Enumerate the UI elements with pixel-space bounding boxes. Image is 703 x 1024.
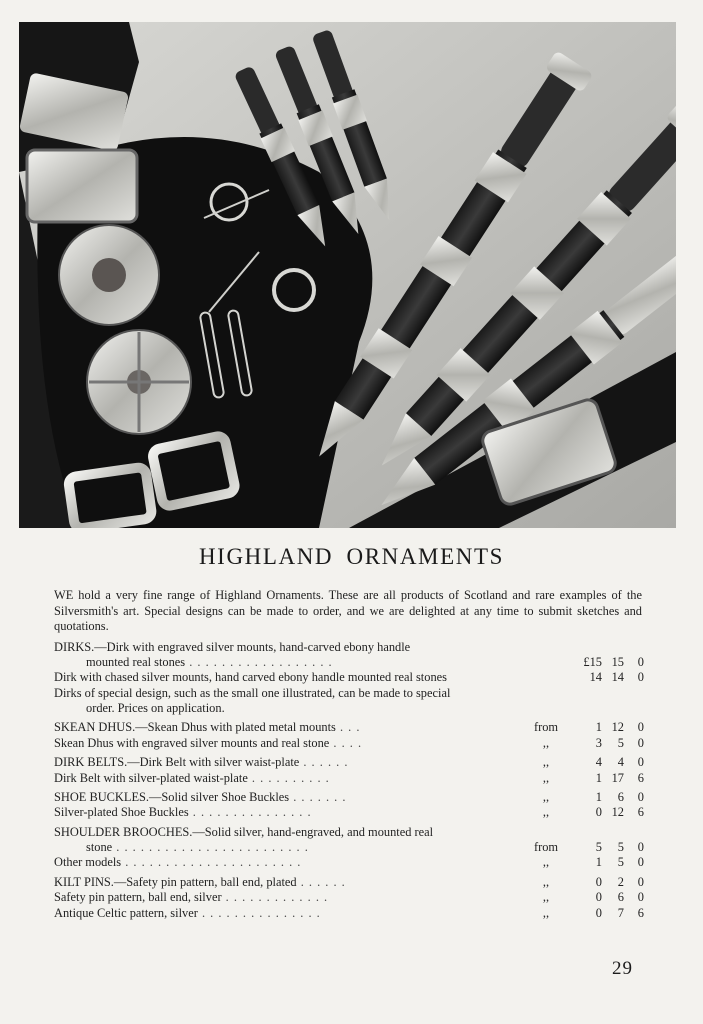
price-row (54, 875, 644, 890)
price-shillings: 12 (611, 805, 624, 820)
item-description (54, 720, 559, 735)
leader-dots: . . . . . . . . . . . . . . . . . . . . . . . . (112, 840, 309, 855)
price-qualifier: ,, (542, 755, 550, 770)
item-description (54, 906, 559, 921)
price-pounds: 0 (595, 805, 602, 820)
price-pence: 0 (637, 670, 644, 685)
price-row (54, 755, 644, 770)
price-shillings: 17 (611, 770, 624, 785)
item-price (562, 736, 644, 751)
price-pence: 0 (637, 855, 644, 870)
item-description (54, 790, 559, 805)
price-row (54, 805, 644, 820)
item-text: KILT PINS.—Safety pin pattern, ball end, plated (54, 875, 297, 890)
item-price (562, 906, 644, 921)
item-description (86, 655, 561, 670)
price-qualifier: ,, (542, 770, 550, 785)
item-price (562, 655, 644, 670)
price-pence: 0 (637, 840, 644, 855)
price-pounds: 14 (589, 670, 602, 685)
price-pence: 0 (637, 735, 644, 750)
item-description (54, 805, 559, 820)
price-pounds: £15 (583, 655, 602, 670)
item-price (562, 771, 644, 786)
price-pounds: 0 (595, 890, 602, 905)
item-price (562, 670, 644, 685)
item-price (562, 720, 644, 735)
price-pounds: 4 (595, 755, 602, 770)
price-pence: 0 (637, 875, 644, 890)
price-qualifier: ,, (542, 735, 550, 750)
price-qualifier: ,, (542, 805, 550, 820)
item-description (54, 855, 559, 870)
leader-dots: . . . . . . . . . . (247, 770, 330, 785)
price-pounds: 0 (595, 905, 602, 920)
price-pounds: 1 (595, 720, 602, 735)
item-description (54, 825, 559, 840)
price-pence: 0 (637, 755, 644, 770)
price-shillings: 5 (617, 855, 624, 870)
price-pence: 6 (637, 805, 644, 820)
price-qualifier: from (533, 720, 559, 735)
price-row (54, 686, 644, 701)
price-qualifier: from (533, 840, 559, 855)
item-text: DIRKS.—Dirk with engraved silver mounts, hand-carved ebony handle (54, 640, 411, 654)
price-shillings: 7 (617, 905, 624, 920)
item-price (562, 840, 644, 855)
leader-dots: . . . . . . . . . . . . . . . . . . (185, 655, 333, 670)
item-text: Other models (54, 855, 122, 870)
price-shillings: 15 (611, 655, 624, 670)
leader-dots: . . . . (329, 735, 363, 750)
item-description (86, 701, 561, 716)
price-pence: 6 (637, 905, 644, 920)
price-pence: 0 (637, 890, 644, 905)
price-shillings: 14 (611, 670, 624, 685)
price-qualifier: ,, (542, 890, 550, 905)
price-row (54, 640, 644, 655)
intro-paragraph: WE hold a very fine range of Highland Ornaments. These are all products of Scotland and rare examples of the Silversmith's art. Special designs can be made to order, and we are delighted at any time to submit sketches and quotations. (54, 588, 642, 634)
item-text: Dirk Belt with silver-plated waist-plate (54, 770, 248, 785)
item-price (562, 855, 644, 870)
price-row (54, 701, 644, 716)
price-shillings: 6 (617, 790, 624, 805)
price-row (54, 855, 644, 870)
item-description (54, 670, 559, 685)
leader-dots: . . . . . . . . . . . . . . . (188, 805, 312, 820)
price-pounds: 1 (595, 790, 602, 805)
price-pence: 0 (637, 720, 644, 735)
price-shillings: 6 (617, 890, 624, 905)
item-description (54, 875, 559, 890)
price-pounds: 5 (595, 840, 602, 855)
leader-dots: . . . . . . . . . . . . . . . . . . . . . . (121, 855, 302, 870)
price-shillings: 12 (611, 720, 624, 735)
price-pounds: 0 (595, 875, 602, 890)
leader-dots: . . . . . . (299, 755, 349, 770)
leader-dots: . . . . . . . (289, 790, 347, 805)
item-text: SKEAN DHUS.—Skean Dhus with plated metal mounts (54, 720, 336, 735)
price-row (54, 736, 644, 751)
price-pounds: 1 (595, 855, 602, 870)
item-text: Skean Dhus with engraved silver mounts and real stone (54, 735, 330, 750)
leader-dots: . . . (335, 720, 361, 735)
item-text: Silver-plated Shoe Buckles (54, 805, 189, 820)
price-shillings: 4 (617, 755, 624, 770)
price-row (54, 655, 644, 670)
price-qualifier: ,, (542, 855, 550, 870)
price-row (54, 906, 644, 921)
item-description (54, 890, 559, 905)
price-row (54, 790, 644, 805)
price-qualifier: ,, (542, 875, 550, 890)
price-pence: 0 (637, 655, 644, 670)
item-text: stone (86, 840, 113, 855)
item-price (562, 890, 644, 905)
item-price (562, 755, 644, 770)
item-text: Dirks of special design, such as the small one illustrated, can be made to special (54, 685, 451, 700)
item-text: Antique Celtic pattern, silver (54, 905, 198, 920)
leader-dots: . . . . . . . . . . . . . . . (197, 905, 321, 920)
page-title: HIGHLAND ORNAMENTS (198, 544, 505, 569)
item-description (54, 736, 559, 751)
price-shillings: 5 (617, 735, 624, 750)
price-qualifier: ,, (542, 790, 550, 805)
price-row (54, 825, 644, 840)
price-pence: 6 (637, 770, 644, 785)
price-list (54, 640, 644, 921)
price-pounds: 1 (595, 770, 602, 785)
price-qualifier: ,, (542, 905, 550, 920)
item-price (562, 790, 644, 805)
price-row (54, 840, 644, 855)
ornaments-illustration (19, 22, 676, 528)
price-pence: 0 (637, 790, 644, 805)
item-text: Dirk with chased silver mounts, hand carved ebony handle mounted real stones (54, 670, 447, 685)
item-description (86, 840, 561, 855)
item-description (54, 755, 559, 770)
page-number: 29 (612, 958, 633, 979)
item-description (54, 640, 559, 655)
item-price (562, 875, 644, 890)
item-price (562, 805, 644, 820)
price-shillings: 2 (617, 875, 624, 890)
item-text: order. Prices on application. (86, 700, 225, 715)
price-row (54, 670, 644, 685)
price-row (54, 720, 644, 735)
item-text: SHOE BUCKLES.—Solid silver Shoe Buckles (54, 790, 290, 805)
highland-ornaments-photo (19, 22, 676, 528)
item-description (54, 686, 559, 701)
price-pounds: 3 (595, 735, 602, 750)
item-description (54, 771, 559, 786)
item-text: SHOULDER BROOCHES.—Solid silver, hand-engraved, and mounted real (54, 825, 434, 840)
leader-dots: . . . . . . (296, 875, 346, 890)
leader-dots: . . . . . . . . . . . . . (221, 890, 329, 905)
price-shillings: 5 (617, 840, 624, 855)
item-text: DIRK BELTS.—Dirk Belt with silver waist-plate (54, 755, 300, 770)
item-text: mounted real stones (86, 655, 186, 670)
price-row (54, 890, 644, 905)
price-row (54, 771, 644, 786)
item-text: Safety pin pattern, ball end, silver (54, 890, 222, 905)
